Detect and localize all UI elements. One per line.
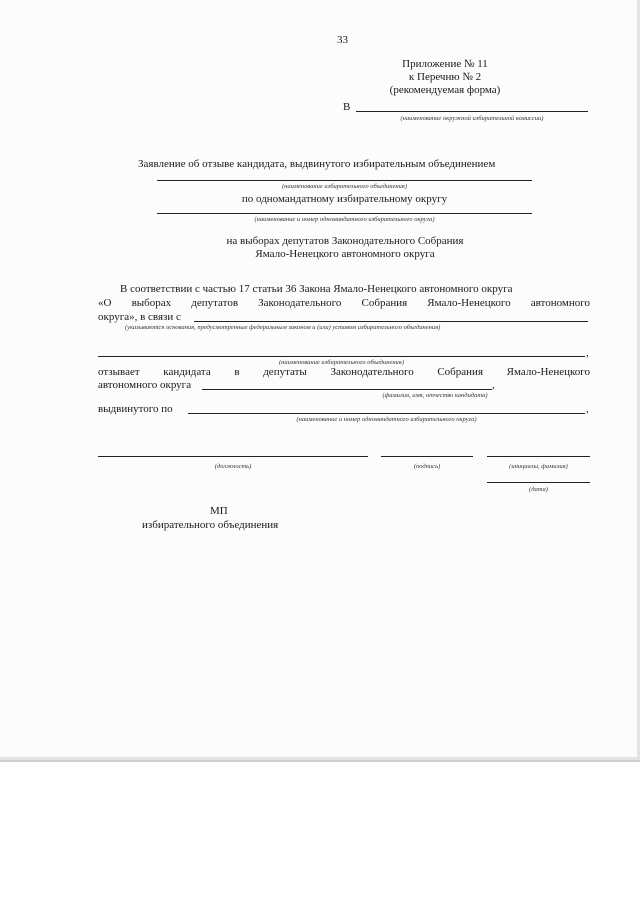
nominated-prefix: выдвинутого по xyxy=(98,403,173,415)
election-heading-2: Ямало-Ненецкого автономного округа xyxy=(255,248,435,260)
signature-caption: (подпись) xyxy=(413,463,441,470)
party-caption-2: (наименование избирательного объединения) xyxy=(279,359,404,366)
stamp-label: МП xyxy=(210,505,228,517)
district-heading: по одномандатному избирательному округу xyxy=(241,193,448,205)
candidate-name-field[interactable] xyxy=(202,389,492,390)
position-caption: (должность) xyxy=(214,463,252,470)
signature-field[interactable] xyxy=(381,456,473,457)
district-name-field[interactable] xyxy=(157,213,532,214)
initials-field[interactable] xyxy=(487,456,590,457)
nominated-district-field[interactable] xyxy=(188,413,585,414)
body-line-1: В соответствии с частью 17 статьи 36 Закона Ямало-Ненецкого автономного округа xyxy=(120,283,513,295)
party-name-field[interactable] xyxy=(157,180,532,181)
addressee-field[interactable] xyxy=(356,111,588,112)
date-field[interactable] xyxy=(487,482,590,483)
district-name-caption: (наименование и номер одномандатного избирательного округа) xyxy=(254,216,435,223)
addressee-prefix: В xyxy=(343,101,351,113)
body-line-3-prefix: округа», в связи с xyxy=(98,311,181,323)
nominated-district-caption: (наименование и номер одномандатного избирательного округа) xyxy=(296,416,477,423)
recall-line-1: отзывает кандидата в депутаты Законодательного Собрания Ямало-Ненецкого xyxy=(98,366,590,378)
initials-caption: (инициалы, фамилия) xyxy=(509,463,568,470)
comma-3: , xyxy=(586,403,589,415)
comma-2: , xyxy=(492,379,495,391)
document-title: Заявление об отзыве кандидата, выдвинутого избирательным объединением xyxy=(138,158,496,170)
party-field-2[interactable] xyxy=(98,356,585,357)
position-field[interactable] xyxy=(98,456,368,457)
grounds-caption: (указываются основания, предусмотренные федеральным законом и (или) уставом избирательного объединения) xyxy=(125,324,441,331)
stamp-label-party: избирательного объединения xyxy=(142,519,279,531)
party-name-caption: (наименование избирательного объединения) xyxy=(282,183,407,190)
date-caption: (дата) xyxy=(529,486,548,493)
appendix-line-1: Приложение № 11 xyxy=(402,58,488,70)
appendix-line-2: к Перечню № 2 xyxy=(408,71,482,83)
addressee-caption: (наименование окружной избирательной комиссии) xyxy=(400,115,544,122)
comma-1: , xyxy=(586,347,589,359)
recall-line-2-prefix: автономного округа xyxy=(98,379,192,391)
grounds-field[interactable] xyxy=(194,321,588,322)
body-line-2: «О выборах депутатов Законодательного Собрания Ямало-Ненецкого автономного xyxy=(98,297,590,309)
appendix-line-3: (рекомендуемая форма) xyxy=(389,84,501,96)
page-number: 33 xyxy=(337,34,348,46)
election-heading-1: на выборах депутатов Законодательного Собрания xyxy=(226,235,464,247)
candidate-name-caption: (фамилия, имя, отчество кандидата) xyxy=(382,392,488,399)
